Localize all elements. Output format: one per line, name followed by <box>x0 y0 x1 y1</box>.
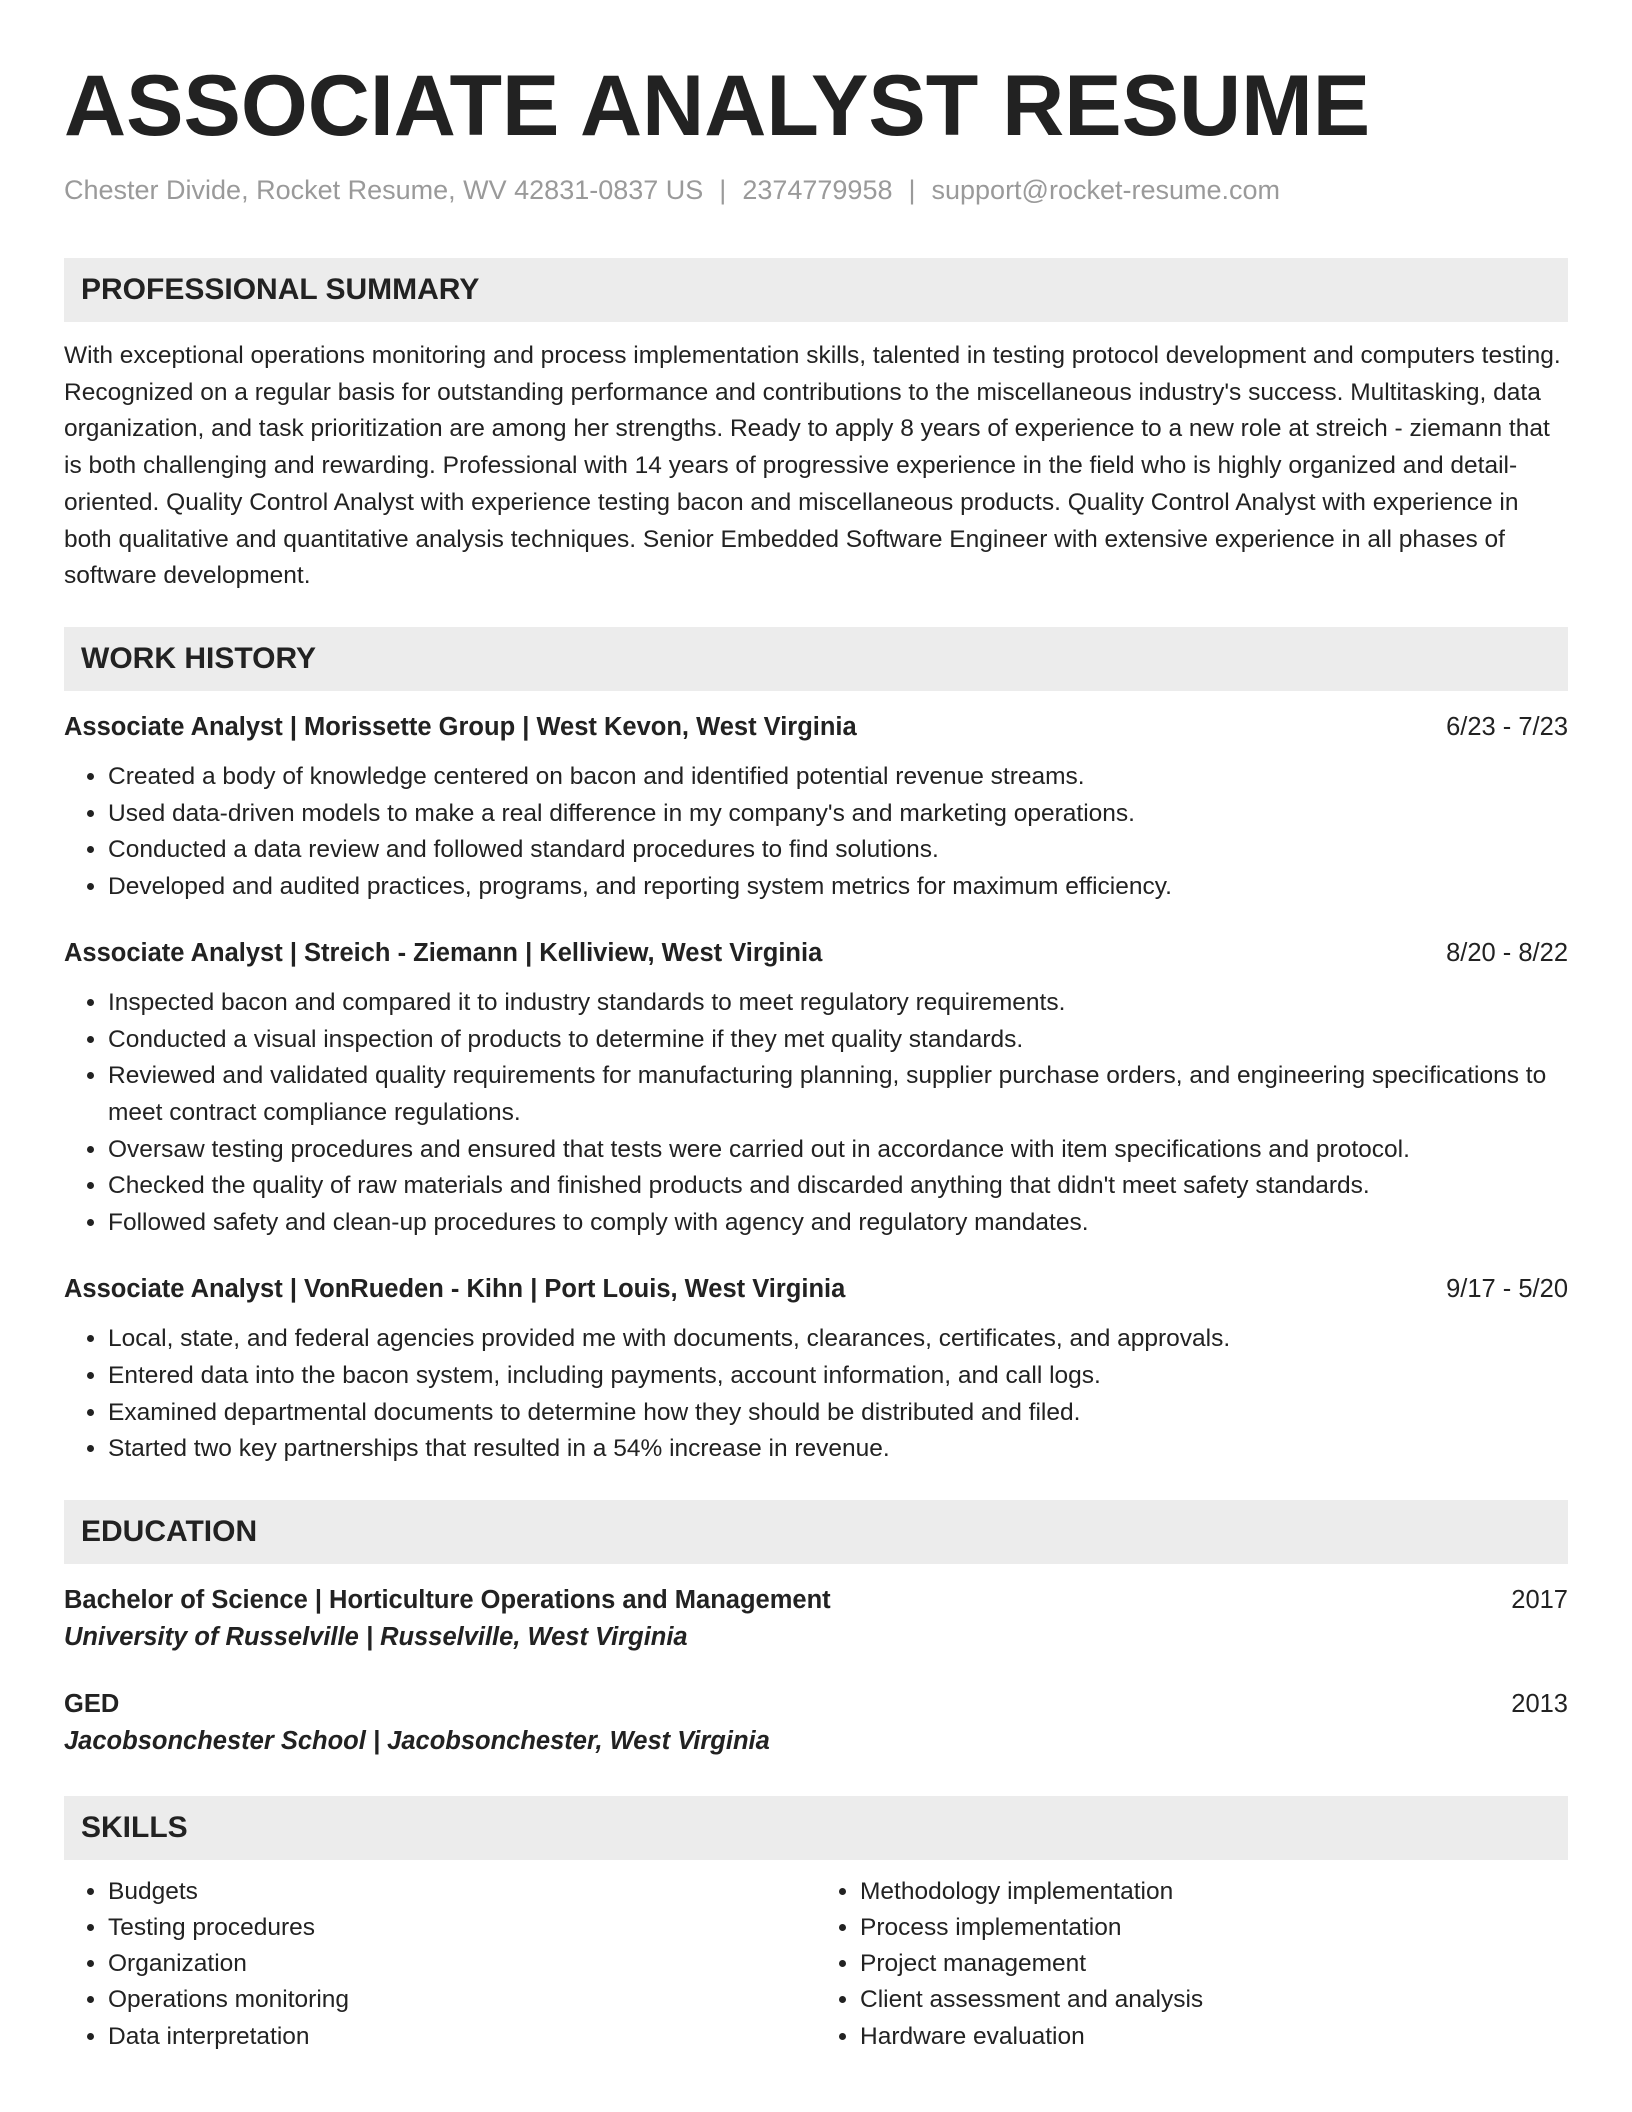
education-school: University of Russelville | Russelville, West Virginia <box>64 1622 688 1651</box>
job-bullets <box>64 759 1568 905</box>
job-bullet: • Inspected bacon and compared it to industry standards to meet regulatory requirements. <box>108 985 1568 1022</box>
summary-text: With exceptional operations monitoring and process implementation skills, talented in testing protocol development and computers testing. Recognized on a regular basis for outstanding performance and contributions to the miscellaneous industry's success. Multitasking, data organization, and task prioritization are among her strengths. Ready to apply 8 years of experience to a new role at streich - ziemann that is both challenging and rewarding. Professional with 14 years of progressive experience in the field who is highly organized and detail-oriented. Quality Control Analyst with experience testing bacon and miscellaneous products. Quality Control Analyst with experience in both qualitative and quantitative analysis techniques. Senior Embedded Software Engineer with extensive experience in all phases of software development. <box>64 342 1561 590</box>
job-bullet: • Conducted a visual inspection of products to determine if they met quality standards. <box>108 1022 1568 1059</box>
job-bullet: • Used data-driven models to make a real difference in my company's and marketing operations. <box>108 796 1568 833</box>
education-entry <box>64 1582 1568 1656</box>
job-bullet: • Created a body of knowledge centered on bacon and identified potential revenue streams. <box>108 759 1568 796</box>
skill-item: • Methodology implementation <box>860 1874 1568 1910</box>
job-bullet: • Entered data into the bacon system, including payments, account information, and call logs. <box>108 1358 1568 1395</box>
job-title: Associate Analyst | Streich - Ziemann | Kelliview, West Virginia <box>64 939 823 968</box>
education-year: 2017 <box>1511 1585 1568 1614</box>
contact-email: support@rocket-resume.com <box>931 175 1281 205</box>
section-heading-work-history: WORK HISTORY <box>64 627 1568 691</box>
job-entry <box>64 1271 1568 1467</box>
job-title: Associate Analyst | VonRueden - Kihn | Port Louis, West Virginia <box>64 1275 846 1304</box>
job-header <box>64 1271 1568 1307</box>
contact-phone: 2374779958 <box>742 175 893 205</box>
resume-title: ASSOCIATE ANALYST RESUME <box>64 58 1371 154</box>
job-header <box>64 709 1568 745</box>
job-bullet: • Checked the quality of raw materials and finished products and discarded anything that didn't meet safety standards. <box>108 1168 1568 1205</box>
skill-item: • Organization <box>108 1946 816 1982</box>
section-heading-education: EDUCATION <box>64 1500 1568 1564</box>
job-bullets <box>64 1321 1568 1467</box>
job-bullet: • Started two key partnerships that resulted in a 54% increase in revenue. <box>108 1431 1568 1468</box>
job-bullet: • Conducted a data review and followed standard procedures to find solutions. <box>108 832 1568 869</box>
job-dates: 6/23 - 7/23 <box>1446 712 1568 741</box>
education-degree: Bachelor of Science | Horticulture Operations and Management <box>64 1585 831 1614</box>
section-heading-skills: SKILLS <box>64 1796 1568 1860</box>
education-header <box>64 1582 1568 1618</box>
education-header <box>64 1686 1568 1722</box>
job-header <box>64 935 1568 971</box>
job-dates: 8/20 - 8/22 <box>1446 939 1568 968</box>
skill-item: • Budgets <box>108 1874 816 1910</box>
education-year: 2013 <box>1511 1689 1568 1718</box>
job-bullets <box>64 985 1568 1241</box>
skill-item: • Hardware evaluation <box>860 2019 1568 2055</box>
job-bullet: • Followed safety and clean-up procedures to comply with agency and regulatory mandates. <box>108 1205 1568 1242</box>
job-bullet: • Oversaw testing procedures and ensured that tests were carried out in accordance with item specifications and protocol. <box>108 1132 1568 1169</box>
skill-item: • Data interpretation <box>108 2019 816 2055</box>
job-bullet: • Reviewed and validated quality requirements for manufacturing planning, supplier purchase orders, and engineering specifications to meet contract compliance regulations. <box>108 1058 1568 1131</box>
job-entry <box>64 935 1568 1241</box>
skill-item: • Project management <box>860 1946 1568 1982</box>
education-degree: GED <box>64 1689 120 1718</box>
job-dates: 9/17 - 5/20 <box>1446 1275 1568 1304</box>
contact-line <box>64 172 1568 208</box>
job-bullet: • Examined departmental documents to determine how they should be distributed and filed. <box>108 1395 1568 1432</box>
job-entry <box>64 709 1568 905</box>
skill-item: • Client assessment and analysis <box>860 1982 1568 2018</box>
skills-columns <box>64 1874 1568 2055</box>
skill-item: • Process implementation <box>860 1910 1568 1946</box>
contact-address: Chester Divide, Rocket Resume, WV 42831-0837 US <box>64 175 704 205</box>
skill-item: • Testing procedures <box>108 1910 816 1946</box>
section-heading-summary: PROFESSIONAL SUMMARY <box>64 258 1568 322</box>
job-bullet: • Local, state, and federal agencies provided me with documents, clearances, certificates, and approvals. <box>108 1321 1568 1358</box>
skills-list-right <box>816 1874 1568 2055</box>
education-entry <box>64 1686 1568 1760</box>
skills-list-left <box>64 1874 816 2055</box>
job-bullet: • Developed and audited practices, programs, and reporting system metrics for maximum efficiency. <box>108 869 1568 906</box>
skill-item: • Operations monitoring <box>108 1982 816 2018</box>
education-school: Jacobsonchester School | Jacobsonchester, West Virginia <box>64 1726 770 1755</box>
job-title: Associate Analyst | Morissette Group | West Kevon, West Virginia <box>64 712 857 741</box>
contact-separator: | <box>719 175 727 205</box>
contact-separator: | <box>908 175 916 205</box>
